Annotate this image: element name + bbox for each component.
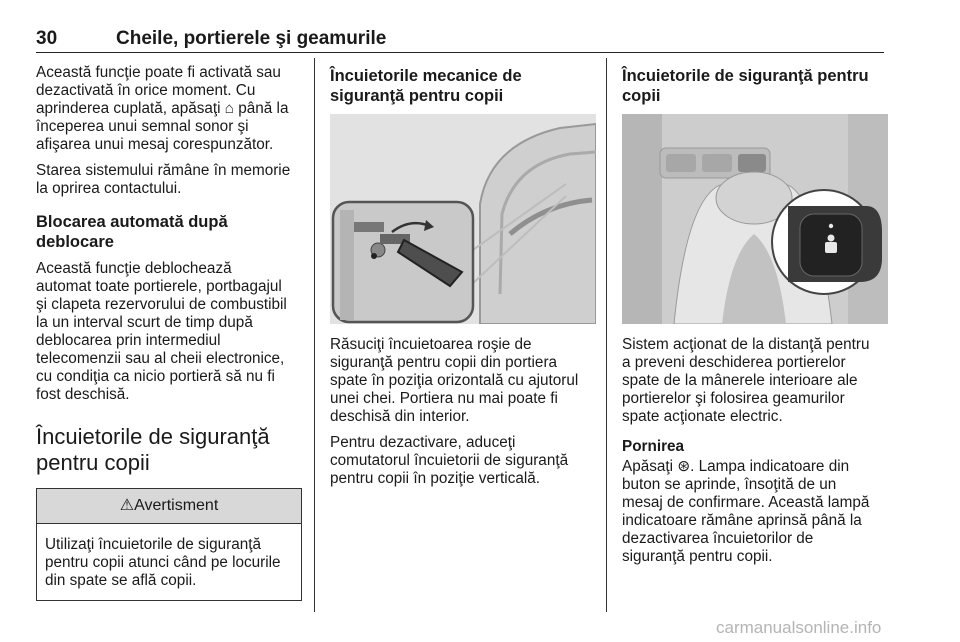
door-lock-image: [330, 114, 596, 324]
paragraph: Această funcţie deblochează automat toate portierele, portbagajul şi clapeta rezervorului de combustibil la un interval scurt de timp după deblocarea prin intermediul telecomenzii sau al cheii electronice, cu condiţia ca nicio portieră să nu fi fost deschisă.: [36, 260, 287, 403]
column-divider: [314, 58, 315, 612]
watermark: carmanualsonline.info: [716, 618, 882, 637]
column-left: [36, 64, 302, 601]
paragraph: Răsuciţi încuietoarea roşie de siguranţă pentru copii din portiera spate în poziţia orizontală cu ajutorul unei chei. Portiera nu mai poate fi deschisă din interior.: [330, 336, 579, 425]
console-image: [622, 114, 888, 324]
warning-box: [36, 488, 302, 601]
chapter-title: Cheile, portierele şi geamurile: [116, 28, 387, 49]
column-divider: [606, 58, 607, 612]
paragraph: Pentru dezactivare, aduceţi comutatorul încuietorii de siguranţă pentru copii în poziţie verticală.: [330, 434, 569, 487]
section-heading: Încuietorile de siguranţă pentru copii: [36, 424, 270, 475]
subsection-heading: Încuietorile de siguranţă pentru copii: [622, 67, 869, 105]
paragraph: Apăsaţi ⊛. Lampa indicatoare din buton se aprinde, însoţită de un mesaj de confirmare. Această lampă indicatoare rămâne aprinsă până la dezactivarea încuietorilor de siguranţă pentru copii.: [622, 458, 870, 565]
subsection-heading: Blocarea automată după deblocare: [36, 213, 228, 251]
page-number: 30: [36, 28, 58, 49]
paragraph: Sistem acţionat de la distanţă pentru a preveni deschiderea portierelor spate de la mânerele interioare ale portierelor şi folosirea geamurilor spate acţionate electric.: [622, 336, 870, 425]
subsection-heading: Pornirea: [622, 438, 685, 455]
paragraph: Starea sistemului rămâne în memorie la oprirea contactului.: [36, 162, 291, 197]
warning-title: ⚠Avertisment: [37, 489, 301, 524]
warning-text: Utilizaţi încuietorile de siguranţă pentru copii atunci când pe locurile din spate se află copii.: [45, 536, 281, 589]
column-right: [622, 64, 888, 574]
subsection-heading: Încuietorile mecanice de siguranţă pentru copii: [330, 67, 522, 105]
paragraph: Această funcţie poate fi activată sau dezactivată în orice moment. Cu aprinderea cuplată, apăsaţi ⌂ până la începerea unui semnal sonor şi afişarea unui mesaj corespunzător.: [36, 64, 289, 153]
door-lock-illustration: [330, 114, 596, 324]
column-middle: [330, 64, 596, 496]
page-header: [36, 30, 884, 53]
console-button-illustration: [622, 114, 888, 324]
